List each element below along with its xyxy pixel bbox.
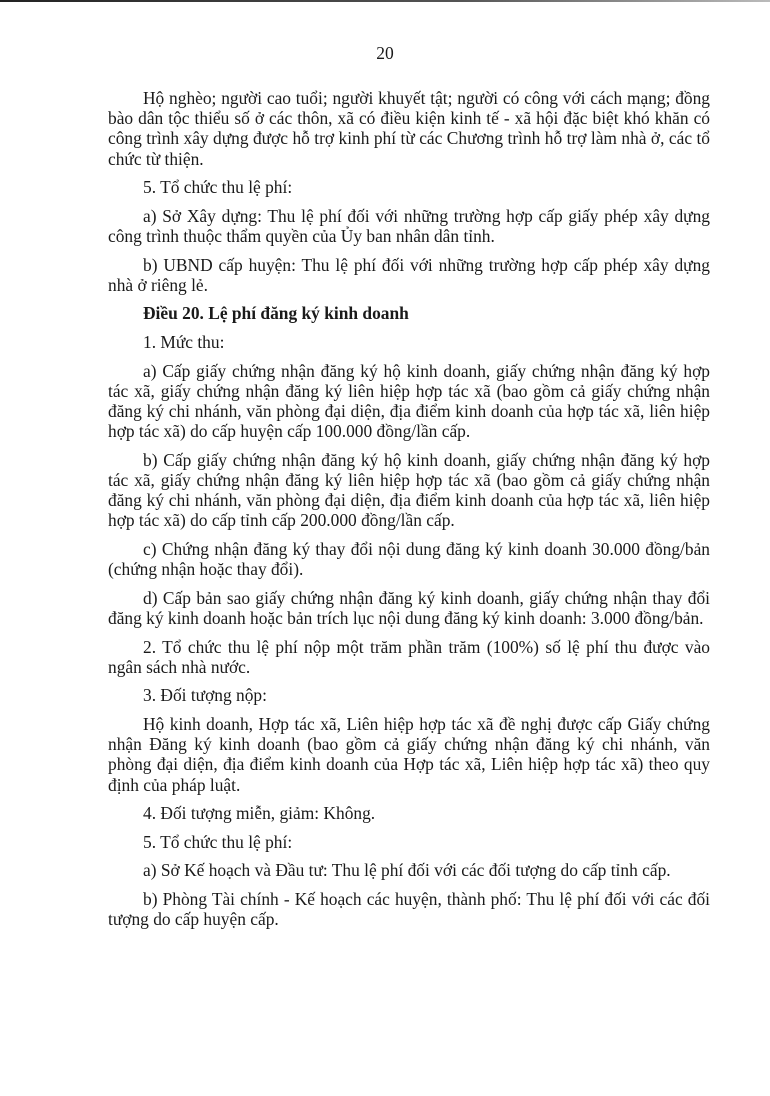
document-body [108,88,710,938]
paragraph-collectors-b: b) Phòng Tài chính - Kế hoạch các huyện, thành phố: Thu lệ phí đối với các đối tượng do cấp huyện cấp. [108,888,710,930]
paragraph-fee-collection-heading: 5. Tổ chức thu lệ phí: [143,177,293,198]
paragraph-payers: Hộ kinh doanh, Hợp tác xã, Liên hiệp hợp tác xã đề nghị được cấp Giấy chứng nhận Đăng ký kinh doanh (bao gồm cả giấy chứng nhận đăng ký chi nhánh, văn phòng đại diện, địa điểm kinh doanh của Hợp tác xã, Liên hiệp hợp tác xã) theo quy định của pháp luật. [108,713,710,795]
scan-top-edge [0,0,770,2]
paragraph-fee-rate-a: a) Cấp giấy chứng nhận đăng ký hộ kinh doanh, giấy chứng nhận đăng ký hợp tác xã, giấy chứng nhận đăng ký liên hiệp hợp tác xã (bao gồm cả giấy chứng nhận đăng ký chi nhánh, văn phòng đại diện, địa điểm kinh doanh của hợp tác xã, liên hiệp hợp tác xã) do cấp huyện cấp 100.000 đồng/lần cấp. [108,360,710,442]
paragraph-fee-rate-c: c) Chứng nhận đăng ký thay đổi nội dung đăng ký kinh doanh 30.000 đồng/bản (chứng nhận hoặc thay đổi). [108,538,710,580]
paragraph-eligible-groups: Hộ nghèo; người cao tuổi; người khuyết tật; người có công với cách mạng; đồng bào dân tộc thiểu số ở các thôn, xã có điều kiện kinh tế - xã hội đặc biệt khó khăn có công trình xây dựng được hỗ trợ kinh phí từ các Chương trình hỗ trợ làm nhà ở, các tổ chức từ thiện. [108,88,710,169]
page-number: 20 [376,43,394,63]
paragraph-fee-rate-b: b) Cấp giấy chứng nhận đăng ký hộ kinh doanh, giấy chứng nhận đăng ký hợp tác xã, giấy chứng nhận đăng ký liên hiệp hợp tác xã (bao gồm cả giấy chứng nhận đăng ký chi nhánh, văn phòng đại diện, địa điểm kinh doanh của hợp tác xã, liên hiệp hợp tác xã) do cấp tỉnh cấp 200.000 đồng/lần cấp. [108,449,710,531]
paragraph-fee-rate-heading: 1. Mức thu: [143,331,225,352]
paragraph-budget-remittance: 2. Tổ chức thu lệ phí nộp một trăm phần trăm (100%) số lệ phí thu được vào ngân sách nhà nước. [108,636,710,677]
paragraph-collectors-heading: 5. Tổ chức thu lệ phí: [143,831,293,852]
paragraph-fee-collection-a: a) Sở Xây dựng: Thu lệ phí đối với những trường hợp cấp giấy phép xây dựng công trình thuộc thẩm quyền của Ủy ban nhân dân tỉnh. [108,205,710,246]
paragraph-exemptions: 4. Đối tượng miễn, giảm: Không. [143,803,376,824]
article-20-title: Điều 20. Lệ phí đăng ký kinh doanh [143,303,409,324]
paragraph-fee-rate-d: d) Cấp bản sao giấy chứng nhận đăng ký kinh doanh, giấy chứng nhận thay đổi đăng ký kinh doanh hoặc bản trích lục nội dung đăng ký kinh doanh: 3.000 đồng/bản. [108,587,710,628]
paragraph-collectors-a: a) Sở Kế hoạch và Đầu tư: Thu lệ phí đối với các đối tượng do cấp tỉnh cấp. [143,860,671,881]
paragraph-payers-heading: 3. Đối tượng nộp: [143,685,267,706]
paragraph-fee-collection-b: b) UBND cấp huyện: Thu lệ phí đối với những trường hợp cấp phép xây dựng nhà ở riêng lẻ. [108,254,710,295]
